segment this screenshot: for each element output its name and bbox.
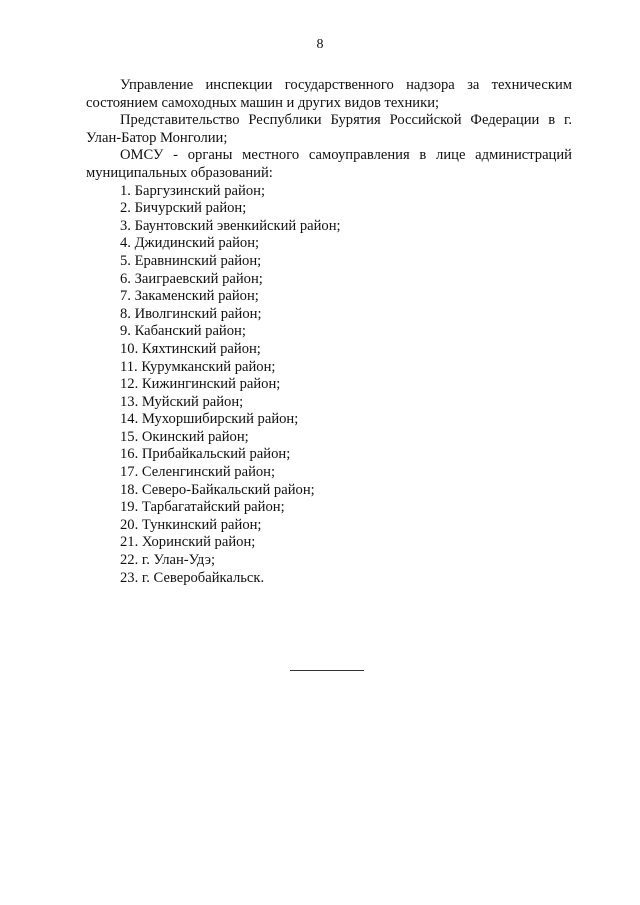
municipalities-list — [86, 183, 572, 588]
list-item: 22. г. Улан-Удэ; — [120, 552, 216, 569]
list-item: 1. Баргузинский район; — [120, 182, 265, 199]
list-item: 8. Иволгинский район; — [120, 305, 262, 322]
list-item: 4. Джидинский район; — [120, 235, 260, 252]
list-item: 3. Баунтовский эвенкийский район; — [120, 217, 341, 234]
list-item: 13. Муйский район; — [120, 393, 244, 410]
document-body — [86, 77, 572, 587]
list-item: 23. г. Северобайкальск. — [120, 569, 265, 586]
list-item: 14. Мухоршибирский район; — [120, 411, 299, 428]
list-item: 17. Селенгинский район; — [120, 464, 276, 481]
list-item: 11. Курумканский район; — [120, 358, 276, 375]
list-item: 2. Бичурский район; — [120, 200, 247, 217]
list-item: 21. Хоринский район; — [120, 534, 256, 551]
list-item: 7. Закаменский район; — [120, 288, 259, 305]
page-number: 8 — [316, 37, 324, 52]
list-item: 15. Окинский район; — [120, 428, 249, 445]
list-item: 16. Прибайкальский район; — [120, 446, 291, 463]
list-item: 12. Кижингинский район; — [120, 376, 281, 393]
list-item: 9. Кабанский район; — [120, 323, 246, 340]
list-item: 10. Кяхтинский район; — [120, 340, 261, 357]
list-item: 20. Тункинский район; — [120, 516, 262, 533]
paragraph-inspection-department: Управление инспекции государственного надзора за техническим состоянием самоходных машин и других видов техники; — [86, 77, 572, 111]
paragraph-representation-mongolia: Представительство Республики Бурятия Российской Федерации в г. Улан-Батор Монголии; — [86, 112, 572, 146]
paragraph-omsu: ОМСУ - органы местного самоуправления в лице администраций муниципальных образований: — [86, 147, 572, 181]
list-item: 5. Еравнинский район; — [120, 252, 262, 269]
list-item: 6. Заиграевский район; — [120, 270, 263, 287]
list-item: 19. Тарбагатайский район; — [120, 499, 285, 516]
end-separator-line — [290, 670, 364, 671]
list-item: 18. Северо-Байкальский район; — [120, 481, 315, 498]
